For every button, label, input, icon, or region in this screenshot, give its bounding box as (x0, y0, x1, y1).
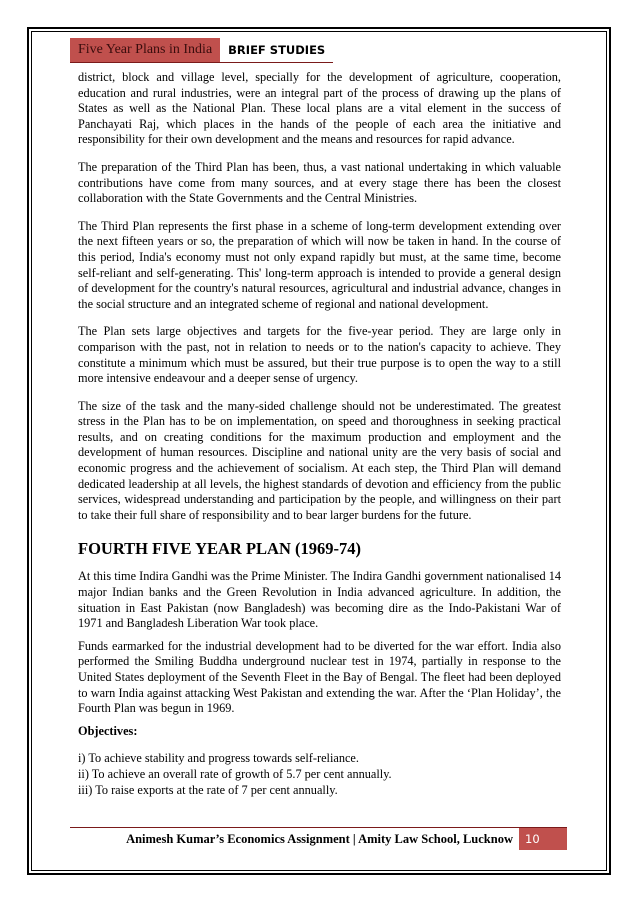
list-item: ii) To achieve an overall rate of growth of 5.7 per cent annually. (78, 766, 392, 781)
header-title: Five Year Plans in India (70, 38, 220, 62)
footer-text: Animesh Kumar’s Economics Assignment | Amity Law School, Lucknow (126, 832, 513, 846)
paragraph: Funds earmarked for the industrial development had to be diverted for the war effort. India also performed the Smiling Buddha underground nuclear test in 1974, partially in response to the United States deployment of the Seventh Fleet in the Bay of Bengal. The fleet had been deployed to warn India against attacking West Pakistan and extending the war. After the ‘Plan Holiday’, the Fourth Plan was begun in 1969. (78, 638, 561, 716)
section-heading: FOURTH FIVE YEAR PLAN (1969-74) (78, 539, 361, 559)
paragraph: district, block and village level, specially for the development of agriculture, cooperation, education and rural industries, were an integral part of the process of drawing up the plans of States as well as the National Plan. These local plans are a vital element in the success of Panchayati Raj, which places in the hands of the people of each area the initiative and responsibility for their own development and the means and resources for rapid advance. (78, 70, 561, 147)
paragraph: The Plan sets large objectives and targets for the five-year period. They are large only in comparison with the past, not in relation to needs or to the nation's capacity to achieve. They constitute a minimum which must be assured, but their true purpose is to open the way to a still more intensive endeavour and a deeper sense of urgency. (78, 324, 561, 386)
page-number: 10 (519, 828, 567, 850)
list-item: i) To achieve stability and progress towards self-reliance. (78, 751, 359, 766)
page-header (70, 38, 333, 63)
page-footer (70, 828, 567, 850)
page-content (78, 70, 561, 798)
header-section: BRIEF STUDIES (228, 43, 326, 57)
objectives-title: Objectives: (78, 723, 138, 738)
paragraph: At this time Indira Gandhi was the Prime Minister. The Indira Gandhi government nationalised 14 major Indian banks and the Green Revolution in India advanced agriculture. In addition, the situation in East Pakistan (now Bangladesh) was becoming dire as the Indo-Pakistani War of 1971 and Bangladesh Liberation War took place. (78, 569, 562, 631)
objectives-list (78, 751, 561, 798)
list-item: iii) To raise exports at the rate of 7 per cent annually. (78, 782, 338, 797)
paragraph: The preparation of the Third Plan has been, thus, a vast national undertaking in which valuable contributions have come from many sources, and at every stage there has been the closest collaboration with the State Governments and the Central Ministries. (78, 159, 561, 206)
paragraph: The Third Plan represents the first phase in a scheme of long-term development extending over the next fifteen years or so, the preparation of which will now be taken in hand. In the course of this period, India's economy must not only expand rapidly but must, at the same time, become self-reliant and self-generating. This' long-term approach is intended to provide a general design of development for the country's natural resources, agricultural and industrial advance, changes in the social structure and an integrated scheme of regional and national development. (78, 218, 561, 311)
paragraph: The size of the task and the many-sided challenge should not be underestimated. The greatest stress in the Plan has to be on implementation, on speed and thoroughness in seeking practical results, and on creating conditions for the maximum production and employment and the development of human resources. Discipline and national unity are the very basis of social and economic progress and the achievement of socialism. At each step, the Third Plan will demand dedicated leadership at all levels, the highest standards of devotion and efficiency from the public services, widespread understanding and participation by the people, and willingness on their part to take their full share of responsibility and to bear larger burdens for the future. (78, 398, 561, 522)
